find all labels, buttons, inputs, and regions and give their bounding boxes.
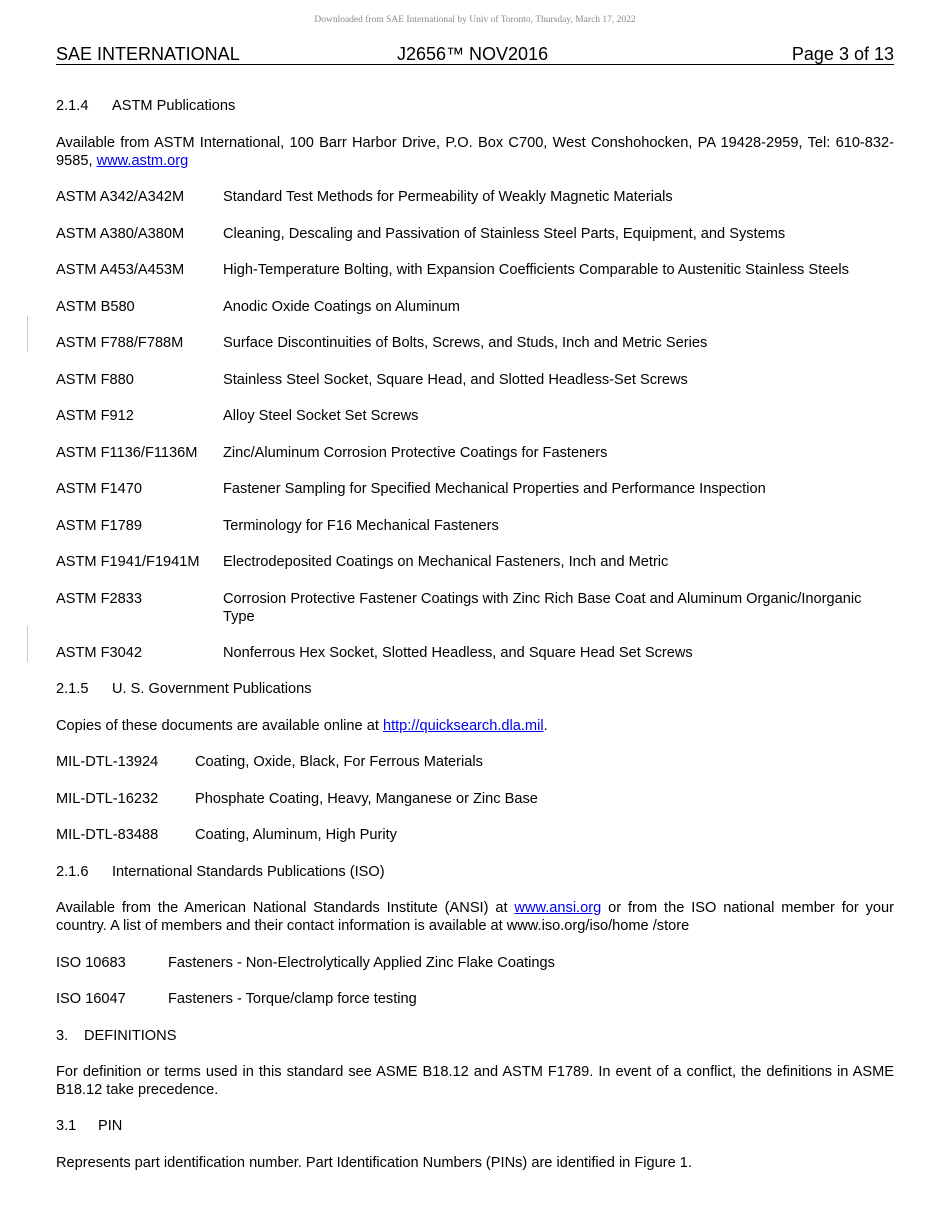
section-title: U. S. Government Publications	[112, 681, 312, 697]
astm-availability-text: Available from ASTM International, 100 Barr Harbor Drive, P.O. Box C700, West Conshohocken, PA 19428-2959, Tel: 610-832-9585,	[56, 135, 894, 169]
section-title: ASTM Publications	[112, 98, 236, 114]
section-heading-astm	[56, 97, 894, 115]
standard-title: Anodic Oxide Coatings on Aluminum	[223, 299, 460, 315]
section-number: 2.1.4	[56, 98, 89, 114]
section-heading-us-government	[56, 680, 894, 698]
astm-availability-paragraph	[56, 134, 894, 170]
standard-title: Nonferrous Hex Socket, Slotted Headless, and Square Head Set Screws	[223, 645, 693, 661]
usgov-availability-paragraph	[56, 717, 894, 735]
section-heading-iso	[56, 863, 894, 881]
standard-code: ASTM B580	[56, 299, 135, 315]
standard-code: MIL-DTL-16232	[56, 791, 159, 807]
pin-paragraph: Represents part identification number. Part Identification Numbers (PINs) are identified in Figure 1.	[56, 1155, 692, 1171]
standard-code: ISO 10683	[56, 955, 126, 971]
standard-code: ASTM F2833	[56, 591, 142, 607]
section-title: PIN	[98, 1118, 123, 1134]
download-watermark: Downloaded from SAE International by Univ of Toronto, Thursday, March 17, 2022	[314, 15, 636, 25]
standard-title: Fastener Sampling for Specified Mechanical Properties and Performance Inspection	[223, 481, 766, 497]
definitions-paragraph: For definition or terms used in this standard see ASME B18.12 and ASTM F1789. In event of a conflict, the definitions in ASME B18.12 take precedence.	[56, 1064, 894, 1098]
section-number: 2.1.5	[56, 681, 89, 697]
dla-quicksearch-link[interactable]: http://quicksearch.dla.mil	[382, 718, 544, 734]
iso-availability-text-continued: or from the ISO national member for your country. A list of members and their contact information is available at www.iso.org/iso/home /store	[56, 900, 895, 934]
section-number: 3.1	[56, 1118, 77, 1134]
page-header	[56, 44, 894, 65]
revision-change-bar	[27, 626, 28, 662]
standard-code: ASTM F1941/F1941M	[56, 554, 200, 570]
section-number: 2.1.6	[56, 864, 89, 880]
standard-code: ASTM F1136/F1136M	[56, 445, 198, 461]
standard-code: ASTM F912	[56, 408, 134, 424]
header-document-id: J2656™ NOV2016	[397, 44, 549, 64]
standard-title: Standard Test Methods for Permeability of Weakly Magnetic Materials	[223, 189, 673, 205]
standard-code: ASTM A380/A380M	[56, 226, 185, 242]
standard-code: MIL-DTL-13924	[56, 754, 159, 770]
standard-code: ASTM F3042	[56, 645, 142, 661]
standard-code: ASTM F880	[56, 372, 134, 388]
standard-code: ASTM A453/A453M	[56, 262, 185, 278]
standard-title: Coating, Oxide, Black, For Ferrous Materials	[195, 754, 483, 770]
iso-availability-text: Available from the American National Standards Institute (ANSI) at	[56, 900, 515, 916]
standard-title: Coating, Aluminum, High Purity	[195, 827, 397, 843]
standard-code: ASTM F788/F788M	[56, 335, 184, 351]
standard-title: Zinc/Aluminum Corrosion Protective Coatings for Fasteners	[223, 445, 608, 461]
standard-title: Stainless Steel Socket, Square Head, and Slotted Headless-Set Screws	[223, 372, 688, 388]
iso-availability-paragraph	[56, 899, 894, 935]
standard-title: Fasteners - Torque/clamp force testing	[168, 991, 417, 1007]
astm-website-link[interactable]: www.astm.org	[96, 153, 189, 169]
section-heading-definitions	[56, 1027, 894, 1045]
sentence-period: .	[543, 718, 548, 734]
section-title: DEFINITIONS	[84, 1028, 177, 1044]
revision-change-bar	[27, 316, 28, 352]
standard-code: ISO 16047	[56, 991, 126, 1007]
usgov-availability-text: Copies of these documents are available online at	[56, 718, 383, 734]
standard-code: ASTM A342/A342M	[56, 189, 185, 205]
standard-title: Cleaning, Descaling and Passivation of Stainless Steel Parts, Equipment, and Systems	[223, 226, 786, 242]
header-page-number: Page 3 of 13	[791, 44, 894, 64]
standard-code: ASTM F1470	[56, 481, 142, 497]
standard-title: Terminology for F16 Mechanical Fasteners	[223, 518, 499, 534]
section-heading-pin	[56, 1117, 894, 1135]
section-number: 3.	[56, 1028, 69, 1044]
ansi-website-link[interactable]: www.ansi.org	[514, 900, 602, 916]
standard-title: Electrodeposited Coatings on Mechanical Fasteners, Inch and Metric	[223, 554, 669, 570]
section-title: International Standards Publications (ISO)	[112, 864, 385, 880]
standard-title: Phosphate Coating, Heavy, Manganese or Zinc Base	[195, 791, 538, 807]
standard-title: Fasteners - Non-Electrolytically Applied Zinc Flake Coatings	[168, 955, 555, 971]
standard-title: Surface Discontinuities of Bolts, Screws, and Studs, Inch and Metric Series	[223, 335, 708, 351]
standard-title: High-Temperature Bolting, with Expansion Coefficients Comparable to Austenitic Stainless Steels	[223, 262, 849, 278]
header-organization: SAE INTERNATIONAL	[56, 44, 240, 64]
standard-title: Alloy Steel Socket Set Screws	[223, 408, 419, 424]
standard-title: Corrosion Protective Fastener Coatings with Zinc Rich Base Coat and Aluminum Organic/Inorganic Type	[223, 591, 862, 625]
standard-code: ASTM F1789	[56, 518, 142, 534]
standard-code: MIL-DTL-83488	[56, 827, 159, 843]
